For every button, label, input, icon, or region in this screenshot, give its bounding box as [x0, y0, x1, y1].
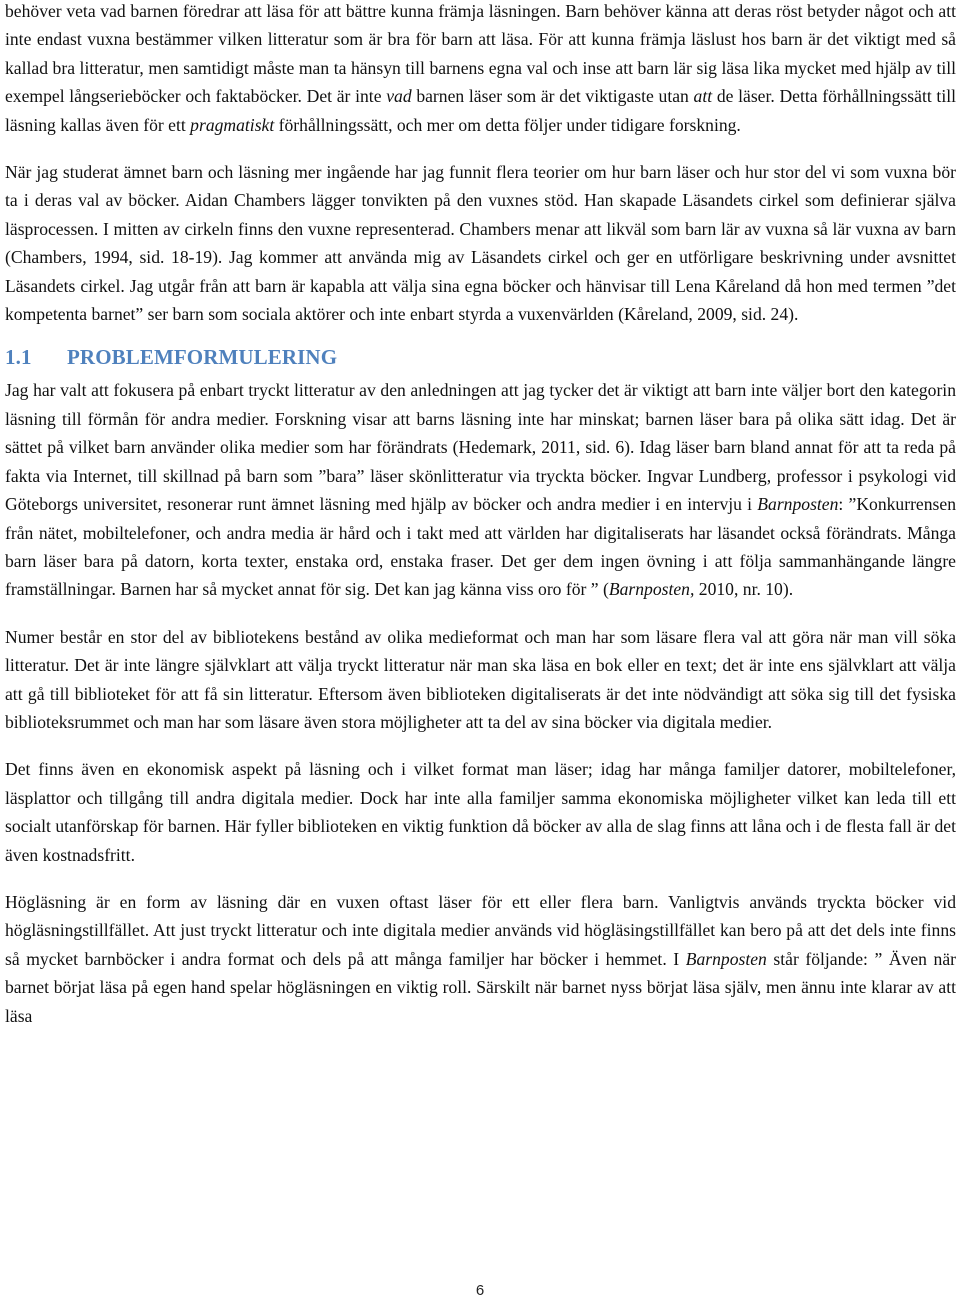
- text-segment: förhållningssätt, och mer om detta följer under tidigare forskning.: [274, 114, 741, 135]
- text-segment: de läser. Detta förhållningssätt till läsning kallas även för ett: [5, 86, 956, 135]
- paragraph-reading-aloud: [5, 888, 956, 1030]
- text-segment: Jag har valt att fokusera på enbart tryckt litteratur av den anledningen att jag tycker det är viktigt att barn inte väljer bort den kategorin läsning till förmån för andra medier. Forskning visar att barns läsning inte har minskat; barnen läser bara på olika sätt idag. Det är sättet på vilket barn använder olika medier som har förändrats (Hedemark, 2011, sid. 6). Idag läser barn bland annat för att ta reda på fakta via Internet, till skillnad på barn som ”bara” läser skönlitteratur via tryckta böcker. Ingvar Lundberg, professor i psykologi vid Göteborgs universitet, resonerar runt ämnet läsning med hjälp av böcker och andra medier i en intervju i: [5, 380, 956, 515]
- page-number: 6: [475, 1282, 485, 1299]
- document-body: [5, 0, 956, 1030]
- text-segment: 2010, nr. 10).: [694, 579, 794, 600]
- text-segment: : ”Konkurrensen från nätet, mobiltelefoner, och andra media är hård och i takt med att världen har digitaliserats har läsandet också förändrats. Många barn läser bara på datorn, korta texter, enstaka ord, enstaka fraser. Det ger dem ingen övning i att följa sammanhängande längre framställningar. Barnen har så mycket annat för sig. Det kan jag känna viss oro för ” (: [5, 494, 956, 600]
- section-title: PROBLEMFORMULERING: [67, 345, 338, 370]
- paragraph-library-media: [5, 623, 956, 737]
- paragraph-economic-aspect: [5, 755, 956, 869]
- text-segment: behöver veta vad barnen föredrar att läsa för att bättre kunna främja läsningen. Barn behöver känna att deras röst betyder något och att inte endast vuxna bestämmer vilken litteratur som är bra för barn att läsa. För att kunna främja läslust hos barn är det viktigt med så kallad bra litteratur, men samtidigt måste man ta hänsyn till barnens egna val och inse att barn lär sig läsa lika mycket med hjälp av till exempel långserieböcker och faktaböcker. Det är inte: [5, 1, 956, 107]
- italic-text: vad: [386, 86, 412, 107]
- text-segment: När jag studerat ämnet barn och läsning mer ingående har jag funnit flera teorier om hur barn läser och hur stor del vi som vuxna bör ta i deras val av böcker. Aidan Chambers lägger tonvikten på den vuxnes stöd. Han skapade Läsandets cirkel som definierar själva läsprocessen. I mitten av cirkeln finns den vuxne representerad. Chambers menar att likväl som barn lär av vuxna så lär vuxna av barn (Chambers, 1994, sid. 18-19). Jag kommer att använda mig av Läsandets cirkel och ger en utförligare beskrivning under avsnittet Läsandets cirkel. Jag utgår från att barn är kapabla att välja sina egna böcker och hänvisar till Lena Kåreland då hon med termen ”det kompetenta barnet” ser barn som sociala aktörer och inte enbart styrda a vuxenvärlden (Kåreland, 2009, sid. 24).: [5, 162, 956, 325]
- section-number: 1.1: [5, 345, 32, 370]
- text-segment: står följande: ” Även när barnet börjat läsa på egen hand spelar högläsningen en viktig roll. Särskilt när barnet nyss börjat läsa själv, men ännu inte klarar av att läsa: [5, 948, 956, 1026]
- section-heading: [5, 338, 956, 376]
- paragraph-printed-literature: [5, 376, 956, 603]
- paragraph-reading-theories: [5, 158, 956, 328]
- text-segment: barnen läser som är det viktigaste utan: [411, 86, 694, 107]
- italic-text: pragmatiskt: [190, 114, 275, 135]
- italic-text: Barnposten: [757, 494, 839, 515]
- italic-text: Barnposten: [685, 948, 767, 969]
- italic-text: Barnposten,: [608, 579, 695, 600]
- text-segment: Det finns även en ekonomisk aspekt på läsning och i vilket format man läser; idag har många familjer datorer, mobiltelefoner, läsplattor och tillgång till andra digitala medier. Dock har inte alla familjer samma ekonomiska möjligheter vilket kan leda till ett socialt utanförskap för barnen. Här fyller biblioteken en viktig funktion då böcker av alla de slag finns att låna och i de flesta fall är det även kostnadsfritt.: [5, 759, 956, 865]
- paragraph-reading-preferences: [5, 0, 956, 139]
- text-segment: Numer består en stor del av bibliotekens bestånd av olika medieformat och man har som läsare flera val att göra när man vill söka litteratur. Det är inte längre självklart att välja tryckt litteratur när man ska läsa en bok eller en text; det är inte ens självklart att välja att gå till biblioteket för att få sin litteratur. Eftersom även biblioteken digitaliserats är det inte nödvändigt att söka sig till det fysiska biblioteksrummet och man har som läsare även stora möjligheter att ta del av sina böcker via digitala medier.: [5, 626, 956, 732]
- text-segment: Högläsning är en form av läsning där en vuxen oftast läser för ett eller flera barn. Vanligtvis används tryckta böcker vid högläsningstillfället. Att just tryckt litteratur och inte digitala medier används vid högläsingstillfället kan bero på att det dels inte finns så mycket barnböcker i andra format och dels på att många familjer har böcker i hemmet. I: [5, 891, 956, 969]
- italic-text: att: [693, 86, 713, 107]
